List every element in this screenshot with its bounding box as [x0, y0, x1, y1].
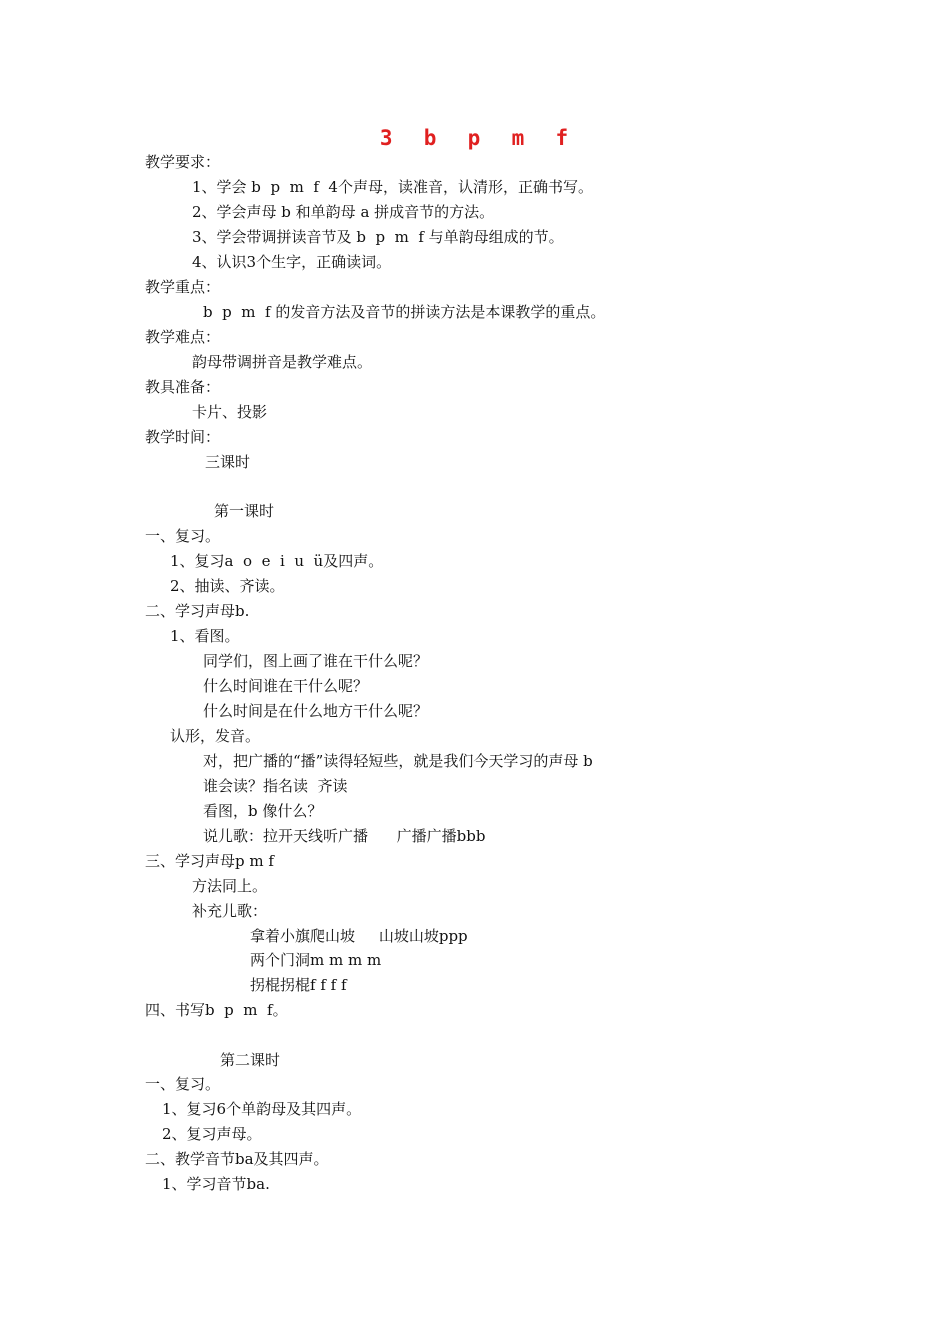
question-2: 什么时间谁在干什么呢？: [203, 677, 369, 695]
requirement-1: 1、学会 b p m f 4个声母，读准音，认清形，正确书写。: [192, 178, 593, 196]
time-text: 三课时: [205, 453, 251, 471]
rhyme-m: 两个门洞m m m m: [250, 951, 382, 969]
rhyme-f: 拐棍拐棍f f f f: [250, 976, 347, 994]
step-learn-pmf: 三、学习声母p m f: [145, 852, 274, 870]
rhyme-p: 拿着小旗爬山坡 山坡山坡ppp: [250, 927, 468, 945]
section-heading-difficulties: 教学难点：: [145, 328, 221, 346]
learn-b-item-1: 1、看图。: [170, 627, 240, 645]
step-learn-b: 二、学习声母b.: [145, 602, 250, 620]
review-item-1: 1、复习a o e i u ü及四声。: [170, 552, 384, 570]
section-heading-key-points: 教学重点：: [145, 278, 221, 296]
lesson-2-heading: 第二课时: [220, 1051, 281, 1069]
question-1: 同学们，图上画了谁在干什么呢？: [203, 652, 429, 670]
materials-text: 卡片、投影: [192, 403, 268, 421]
review-item-2: 2、抽读、齐读。: [170, 577, 285, 595]
step-writing: 四、书写b p m f。: [145, 1001, 288, 1019]
lesson-2-step-review: 一、复习。: [145, 1075, 221, 1093]
lesson-2-review-item-2: 2、复习声母。: [162, 1125, 262, 1143]
lesson-1-heading: 第一课时: [214, 502, 275, 520]
lesson-title: 3 b p m f: [379, 126, 571, 150]
section-heading-materials: 教具准备：: [145, 378, 221, 396]
lesson-2-review-item-1: 1、复习6个单韵母及其四声。: [162, 1100, 362, 1118]
key-points-text: b p m f 的发音方法及音节的拼读方法是本课教学的重点。: [203, 303, 606, 321]
method-same: 方法同上。: [192, 877, 268, 895]
question-3: 什么时间是在什么地方干什么呢？: [203, 702, 429, 720]
requirement-2: 2、学会声母 b 和单韵母 a 拼成音节的方法。: [192, 203, 495, 221]
reading-practice: 谁会读？指名读 齐读: [203, 777, 348, 795]
teach-ba-item-1: 1、学习音节ba.: [162, 1175, 270, 1193]
difficulties-text: 韵母带调拼音是教学难点。: [192, 353, 373, 371]
recognize-shape: 认形，发音。: [170, 727, 261, 745]
requirement-4: 4、认识3个生字，正确读词。: [192, 253, 392, 271]
step-review: 一、复习。: [145, 527, 221, 545]
extra-rhymes-label: 补充儿歌：: [192, 902, 268, 920]
look-at-picture: 看图，b 像什么？: [203, 802, 323, 820]
step-teach-ba: 二、教学音节ba及其四声。: [145, 1150, 329, 1168]
section-heading-time: 教学时间：: [145, 428, 221, 446]
rhyme-b: 说儿歌：拉开天线听广播 广播广播bbb: [203, 827, 486, 845]
section-heading-requirements: 教学要求：: [145, 153, 221, 171]
explanation-b: 对，把广播的“播”读得轻短些，就是我们今天学习的声母 b: [203, 752, 593, 770]
requirement-3: 3、学会带调拼读音节及 b p m f 与单韵母组成的节。: [192, 228, 564, 246]
